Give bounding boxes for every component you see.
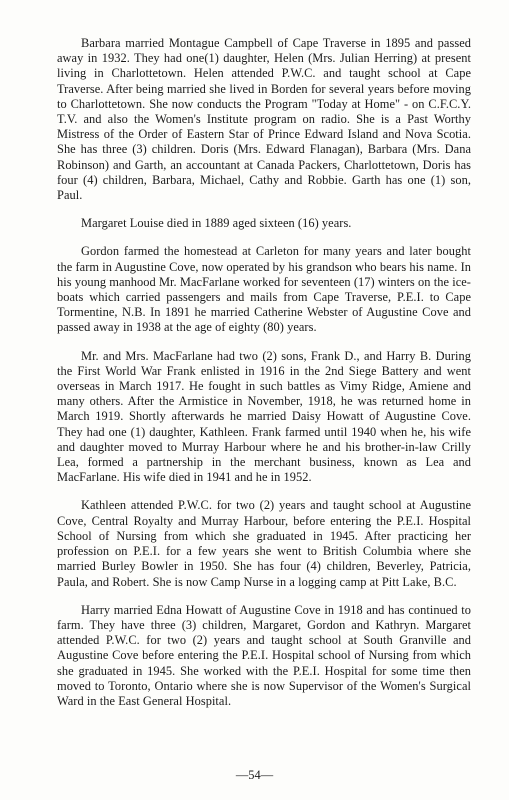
paragraph-kathleen: Kathleen attended P.W.C. for two (2) years and taught school at Augustine Cove, Central Royalty and Murray Harbour, before entering the P.E.I. Hospital School of Nursing from which she graduated in 1945. After practicing her profession on P.E.I. for a few years she went to British Columbia where she married Burley Bowler in 1950. She has four (4) children, Beverley, Patricia, Paula, and Robert. She is now Camp Nurse in a logging camp at Pitt Lake, B.C. [57, 498, 471, 589]
paragraph-macfarlane-sons: Mr. and Mrs. MacFarlane had two (2) sons, Frank D., and Harry B. During the First World War Frank enlisted in 1916 in the 2nd Siege Battery and went overseas in March 1917. He fought in such battles as Vimy Ridge, Amiene and many others. After the Armistice in November, 1918, he was returned home in March 1919. Shortly afterwards he married Daisy Howatt of Augustine Cove. They had one (1) daughter, Kathleen. Frank farmed until 1940 when he, his wife and daughter moved to Murray Harbour where he and his brother-in-law Crilly Lea, formed a partnership in the merchant business, known as Lea and MacFarlane. His wife died in 1941 and he in 1952. [57, 348, 471, 485]
paragraph-gordon: Gordon farmed the homestead at Carleton for many years and later bought the farm in Augustine Cove, now operated by his grandson who bears his name. In his young manhood Mr. MacFarlane worked for seventeen (17) winters on the ice-boats which carried passengers and mails from Cape Traverse, P.E.I. to Cape Tormentine, N.B. In 1891 he married Catherine Webster of Augustine Cove and passed away in 1938 at the age of eighty (80) years. [57, 244, 471, 335]
paragraph-barbara: Barbara married Montague Campbell of Cape Traverse in 1895 and passed away in 1932. They had one(1) daughter, Helen (Mrs. Julian Herring) at present living in Charlottetown. Helen attended P.W.C. and taught school at Cape Traverse. After being married she lived in Borden for several years before moving to Charlottetown. She now conducts the Program "Today at Home" - on C.F.C.Y. T.V. and also the Women's Institute program on radio. She is a Past Worthy Mistress of the Order of Eastern Star of Prince Edward Island and Nova Scotia. She has three (3) children. Doris (Mrs. Edward Flanagan), Barbara (Mrs. Dana Robinson) and Garth, an accountant at Canada Packers, Charlottetown, Doris has four (4) children, Barbara, Michael, Cathy and Robbie. Garth has one (1) son, Paul. [57, 36, 471, 203]
body-text [57, 36, 471, 722]
paragraph-margaret-louise: Margaret Louise died in 1889 aged sixteen (16) years. [81, 216, 352, 231]
page-number: —54— [235, 768, 274, 782]
paragraph-harry: Harry married Edna Howatt of Augustine Cove in 1918 and has continued to farm. They have three (3) children, Margaret, Gordon and Kathryn. Margaret attended P.W.C. for two (2) years and taught school at South Granville and Augustine Cove before entering the P.E.I. Hospital school of Nursing from which she graduated in 1945. She worked with the P.E.I. Hospital for some time then moved to Toronto, Ontario where she is now Supervisor of the Women's Surgical Ward in the East General Hospital. [57, 602, 471, 708]
